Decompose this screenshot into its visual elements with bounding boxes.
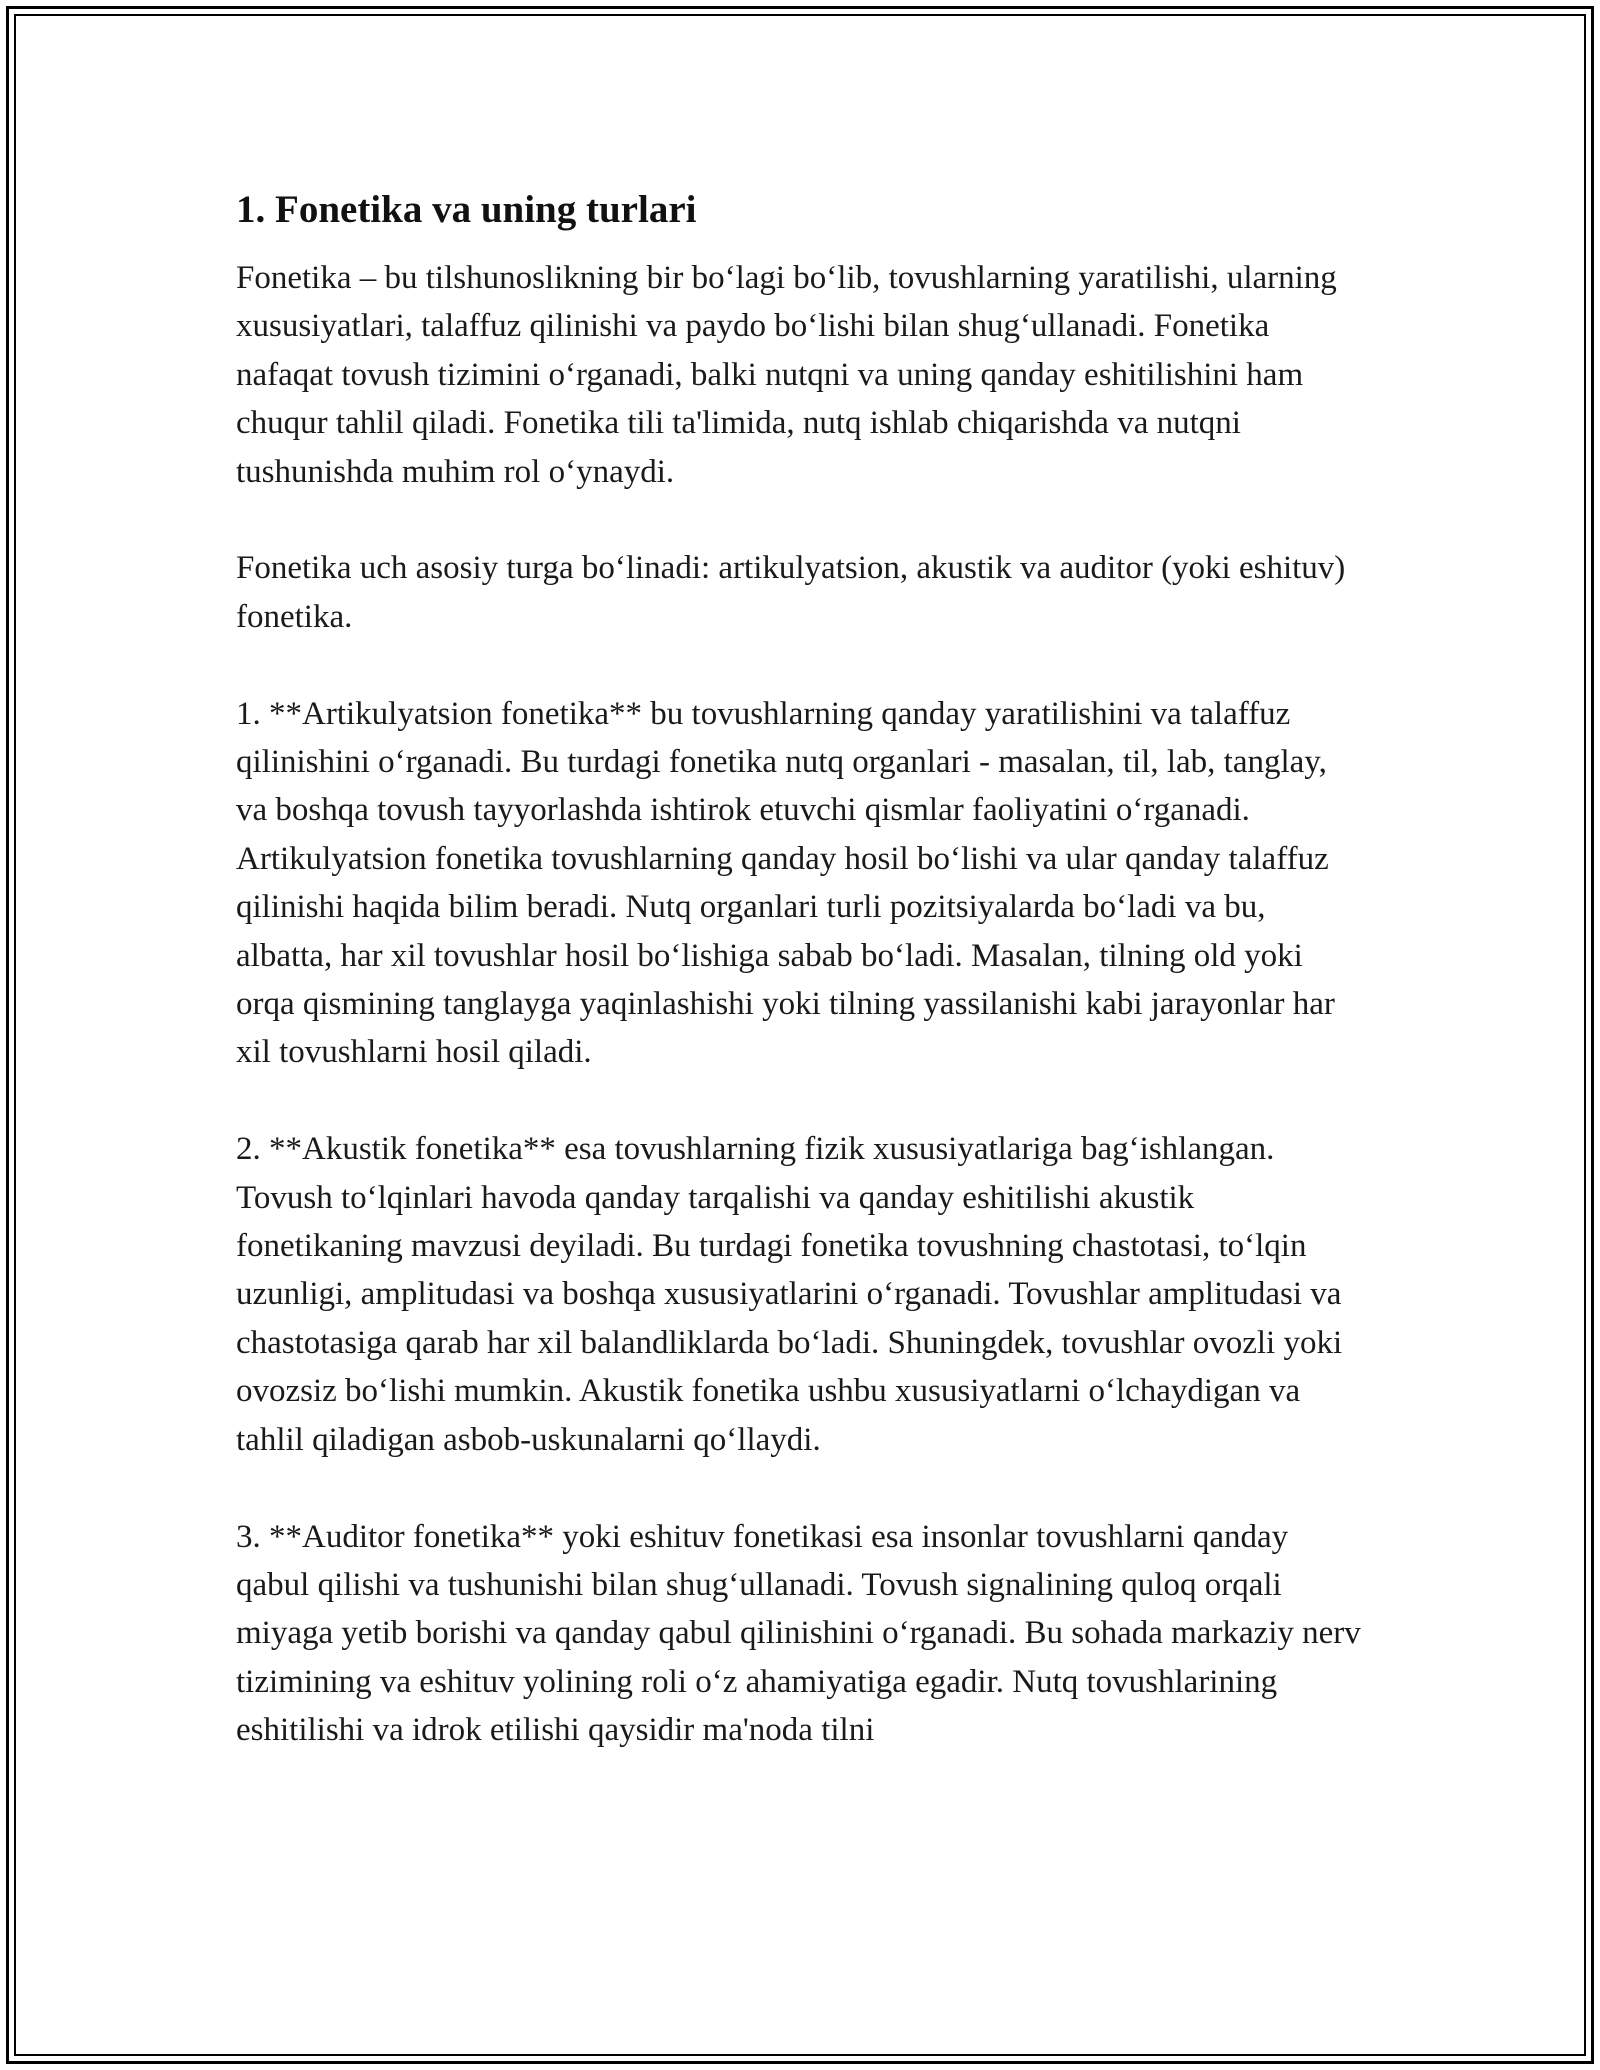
paragraph-articulatory-phonetics: 1. **Artikulyatsion fonetika** bu tovushlarning qanday yaratilishini va talaffuz qilinishini o‘rganadi. Bu turdagi fonetika nutq organlari - masalan, til, lab, tanglay, va boshqa tovush tayyorlashda ishtirok etuvchi qismlar faoliyatini o‘rganadi. Artikulyatsion fonetika tovushlarning qanday hosil bo‘lishi va ular qanday talaffuz qilinishi haqida bilim beradi. Nutq organlari turli pozitsiyalarda bo‘ladi va bu, albatta, har xil tovushlar hosil bo‘lishiga sabab bo‘ladi. Masalan, tilning old yoki orqa qismining tanglayga yaqinlashishi yoki tilning yassilanishi kabi jarayonlar har xil tovushlarni hosil qiladi. — [236, 695, 1335, 1071]
paragraph-acoustic-phonetics: 2. **Akustik fonetika** esa tovushlarning fizik xususiyatlariga bag‘ishlangan. Tovush to‘lqinlari havoda qanday tarqalishi va qanday eshitilishi akustik fonetikaning mavzusi deyiladi. Bu turdagi fonetika tovushning chastotasi, to‘lqin uzunligi, amplitudasi va boshqa xususiyatlarini o‘rganadi. Tovushlar amplitudasi va chastotasiga qarab har xil balandliklarda bo‘ladi. Shuningdek, tovushlar ovozli yoki ovozsiz bo‘lishi mumkin. Akustik fonetika ushbu xususiyatlarni o‘lchaydigan va tahlil qiladigan asbob-uskunalarni qo‘llaydi. — [236, 1131, 1343, 1458]
paragraph-auditory-phonetics: 3. **Auditor fonetika** yoki eshituv fonetikasi esa insonlar tovushlarni qanday qabul qilishi va tushunishi bilan shug‘ullanadi. Tovush signalining quloq orqali miyaga yetib borishi va qanday qabul qilinishini o‘rganadi. Bu sohada markaziy nerv tizimining va eshituv yolining roli o‘z ahamiyatiga egadir. Nutq tovushlarining eshitilishi va idrok etilishi qaysidir ma'noda tilni — [236, 1518, 1361, 1749]
paragraph-types-overview: Fonetika uch asosiy turga bo‘linadi: artikulyatsion, akustik va auditor (yoki eshituv) fonetika. — [236, 550, 1346, 635]
document-body — [236, 180, 1366, 1755]
paragraph-intro: Fonetika – bu tilshunoslikning bir bo‘lagi bo‘lib, tovushlarning yaratilishi, ularning xususiyatlari, talaffuz qilinishi va paydo bo‘lishi bilan shug‘ullanadi. Fonetika nafaqat tovush tizimini o‘rganadi, balki nutqni va uning qanday eshitilishini ham chuqur tahlil qiladi. Fonetika tili ta'limida, nutq ishlab chiqarishda va nutqni tushunishda muhim rol o‘ynaydi. — [236, 260, 1337, 490]
section-heading: 1. Fonetika va uning turlari — [236, 188, 697, 231]
